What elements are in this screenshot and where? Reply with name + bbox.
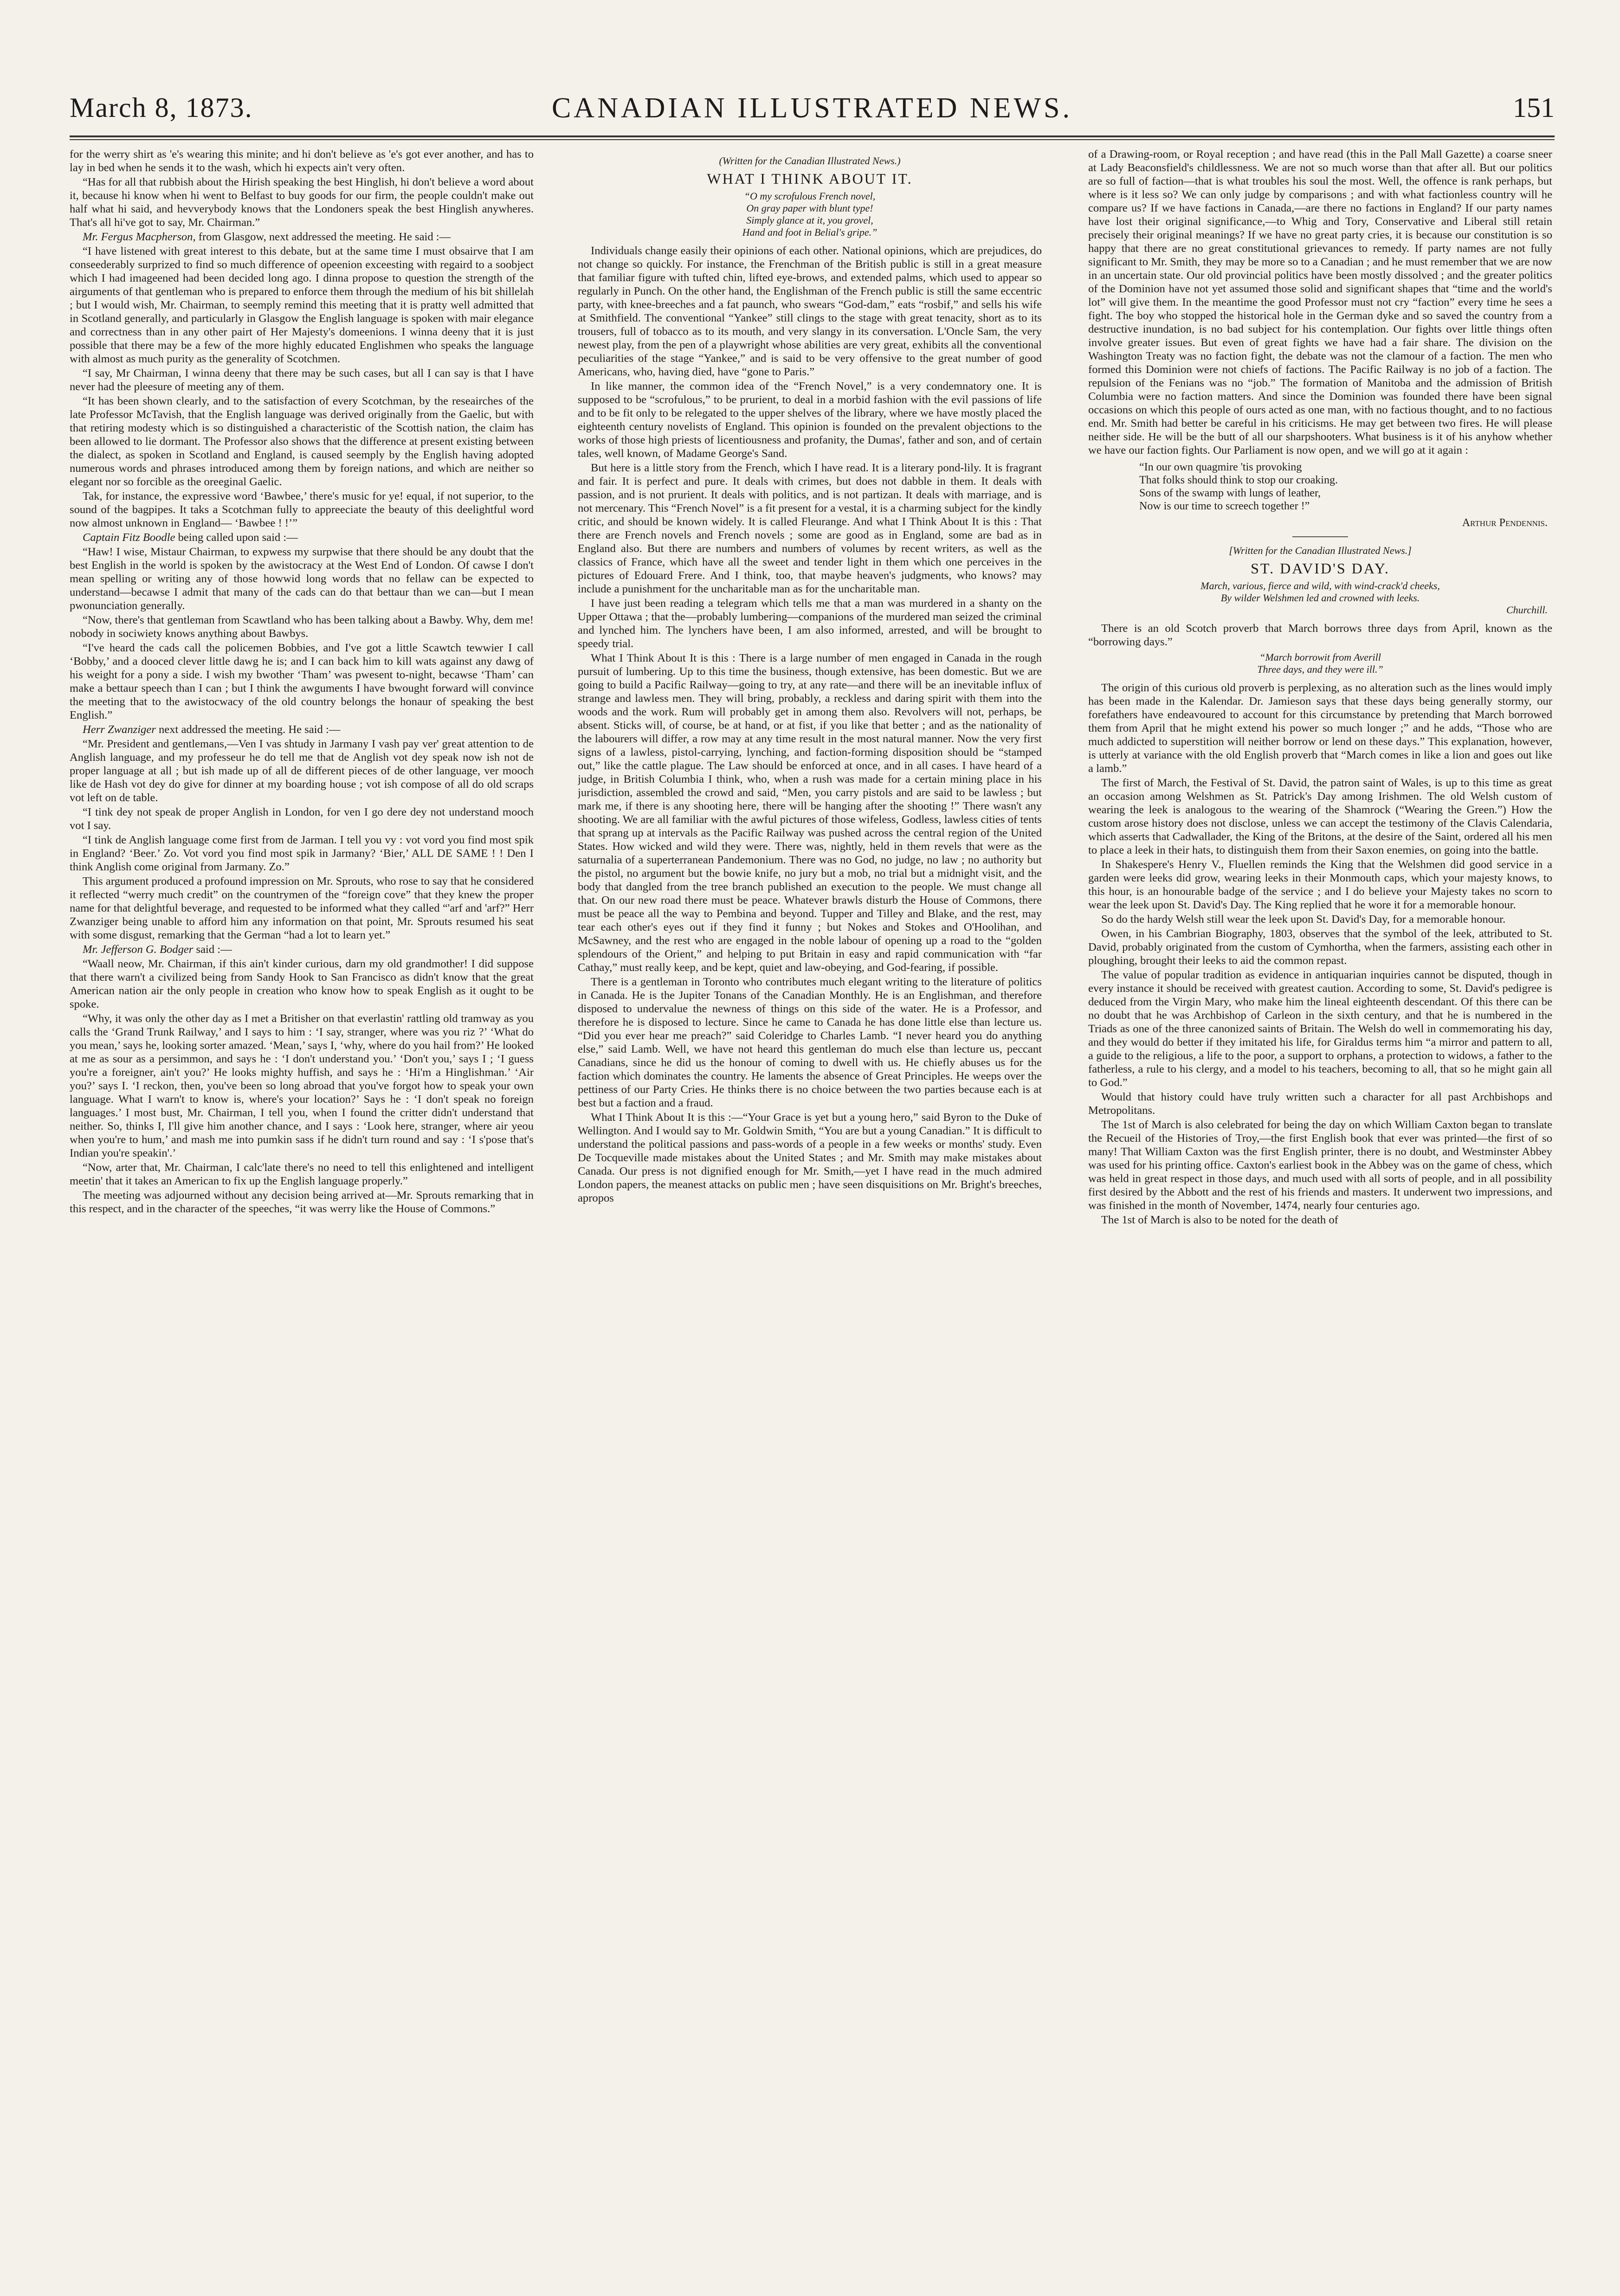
page-header <box>70 84 1555 130</box>
paragraph: “I've heard the cads call the policemen Bobbies, and I've got a little Scawtch tewwier I call ‘Bobby,’ and a dooced clever little dawg he is; and I can back him to kill wats against any dawg of his weight for a pony a side. I wish my bwother ‘Tham’ was pwesent to-night, becawse ‘Tham’ can make a bettaur speech than I can ; but I think the awguments I have bwought forward will convince the meeting that to the awistocwacy of the old country belongs the honaur of speaking the best English.” <box>70 642 534 721</box>
paragraph <box>70 230 534 244</box>
paragraph: for the werry shirt as 'e's wearing this minite; and hi don't believe as 'e's got ever another, and has to lay in bed when he sends it to the wash, which hi expects ain't very often. <box>70 148 534 174</box>
paragraph-text: said :— <box>193 943 232 956</box>
masthead-title: CANADIAN ILLUSTRATED NEWS. <box>551 92 1073 124</box>
epigraph-author: Churchill. <box>1506 604 1548 616</box>
paragraph: Would that history could have truly written such a character for all past Archbishops and Metropolitans. <box>1088 1091 1552 1117</box>
author-signature: Arthur Pendennis. <box>1462 517 1548 529</box>
article-byline: [Written for the Canadian Illustrated News.] <box>1229 545 1412 556</box>
paragraph: Owen, in his Cambrian Biography, 1803, observes that the symbol of the leek, attributed to St. David, probably originated from the custom of Cymhortha, when the farmers, assisting each other in ploughing, brought their leeks to aid the common repast. <box>1088 927 1552 967</box>
verse-line: Simply glance at it, you grovel, <box>746 214 873 226</box>
paragraph: “Now, there's that gentleman from Scawtland who has been talking about a Bawby. Why, dem me! nobody in sociwiety knows anything about Bawbys. <box>70 614 534 640</box>
paragraph: In like manner, the common idea of the “French Novel,” is a very condemnatory one. It is supposed to be “scrofulous,” to be prurient, to deal in a morbid fashion with the evil passions of life and to be fit only to be relegated to the upper shelves of the library, where we have mostly placed the eighteenth century novelists of England. This opinion is founded on the prevalent objections to the works of those high priests of licentiousness and profanity, the Dumas', father and son, and of certain tales, well known, of Madame George's Sand. <box>578 380 1042 460</box>
paragraph: This argument produced a profound impression on Mr. Sprouts, who rose to say that he considered it reflected “werry much credit” on the countrymen of the “foreign cove” that they knew the proper name for that delightful beverage, and requested to be informed what they called “'arf and 'arf?” Herr Zwanziger being unable to afford him any information on that point, Mr. Sprouts resumed his seat with some disgust, remarking that the German “had a lot to learn yet.” <box>70 875 534 941</box>
paragraph <box>70 531 534 544</box>
verse-quote <box>1139 461 1552 513</box>
paragraph: In Shakespere's Henry V., Fluellen reminds the King that the Welshmen did good service in a garden were leeks did grow, wearing leeks in their Monmouth caps, which your majesty knows, to this hour, is an honourable badge of the service ; and I do believe your Majesty takes no scorn to wear the leek upon St. David's Day. The King replied that he wore it for a memorable honour. <box>1088 858 1552 911</box>
speaker-name: Mr. Jefferson G. Bodger <box>83 943 194 956</box>
paragraph: “Mr. President and gentlemans,—Ven I vas shtudy in Jarmany I vash pay ver' great attention to de Anglish language, and my professeur he do tell me that de Anglish vot dey speak now ish not de proper language at all ; but ish made up of all de different pieces of de other language, ver mooch like de Hash vot dey do give for dinner at my boarding house ; vot ish compose of all do old scraps vot left on de table. <box>70 738 534 804</box>
column-3 <box>1088 148 1552 2263</box>
paragraph: “I have listened with great interest to this debate, but at the same time I must obsairve that I am conseederably surprized to find so much difference of opeenion exceesting with regaird to a soobject which I had imageened had been decided long ago. I dinna propose to question the strength of the airguments of that gentleman who is prepared to enforce them through the medium of his bit shillelah ; but I would wish, Mr. Chairman, to seemply remind this meeting that it is pratty well admitted that in Scotland generally, and particularly in Glasgow the English language is spoken with mair elegance and correctness than in any other pairt of Her Majesty's domeenions. I winna deeny that it is just possible that there may be a few of the more highly educated Englishmen who speaks the language with almost as much purity as the generality of Scotchmen. <box>70 245 534 365</box>
paragraph: The 1st of March is also celebrated for being the day on which William Caxton began to translate the Recueil of the Histories of Troy,—the first English book that ever was printed—the first of so many! That William Caxton was the first English printer, there is no doubt, and Westminster Abbey was used for his printing office. Caxton's earliest book in the Abbey was on the game of chess, which was held in great respect in those days, and much used with all sorts of people, and in all possibility first desired by the Abbott and the rest of his friends and masters. It underwent two impressions, and was finished in the month of November, 1474, nearly four centuries ago. <box>1088 1119 1552 1212</box>
article-title: ST. DAVID'S DAY. <box>1251 560 1390 577</box>
verse-line: Sons of the swamp with lungs of leather, <box>1139 487 1321 499</box>
proverb-quote <box>1088 651 1552 675</box>
verse-line: On gray paper with blunt type! <box>746 202 873 214</box>
paragraph: “It has been shown clearly, and to the satisfaction of every Scotchman, by the reseairches of the late Professor McTavish, that the English language was derived originally from the Gaelic, but with that retiring modesty which is so distinguished a characteristic of the Scottish nation, the claim has been allowed to lie dormant. The Professor also shows that the difference at present existing between the dialect, as spoken in Scotland and England, is caused seemply by the English having adopted numerous words and phrases introduced among them by foreign nations, and which are neither so elegant nor so forcible as the oreeginal Gaelic. <box>70 395 534 488</box>
epigraph <box>578 190 1042 238</box>
article-byline: (Written for the Canadian Illustrated News.) <box>719 155 901 167</box>
verse-line: By wilder Welshmen led and crowned with leeks. <box>1220 592 1420 604</box>
paragraph: But here is a little story from the French, which I have read. It is a literary pond-lily. It is fragrant and fair. It is perfect and pure. It deals with crimes, but does not dabble in them. It deals with passion, and is not prurient. It deals with politics, and is not partizan. It deals with marriage, and is not mercenary. This “French Novel” is a fit present for a vestal, it is a charming subject for the kindly critic, and should be known widely. It is called Fleurange. And what I Think About It is this : That there are French novels and French novels ; some are good as in England, some are bad as in England also. But there are numbers and numbers of volumes by recent writers, as well as the classics of France, which have all the sweet and tender light in them which one perceives in the pictures of Edouard Frere. And I think, too, that maybe heaven's judgments, who knows? may include a punishment for the uncharitable man as for the uncharitable man. <box>578 462 1042 595</box>
header-rule <box>70 135 1555 137</box>
paragraph: The origin of this curious old proverb is perplexing, as no alteration such as the lines would imply has been made in the Kalendar. Dr. Jamieson says that these days being generally stormy, our forefathers have endeavoured to account for this circumstance by pretending that March borrowed them from April that he might extend his power so much longer ;” and he adds, “Those who are much addicted to superstition will neither borrow or lend on these days.” This explanation, however, is utterly at variance with the old English proverb that “March comes in like a lion and goes out like a lamb.” <box>1088 682 1552 775</box>
paragraph: “Now, arter that, Mr. Chairman, I calc'late there's no need to tell this enlightened and intelligent meetin' that it takes an American to fix up the English language properly.” <box>70 1161 534 1187</box>
verse-line: “O my scrofulous French novel, <box>744 190 876 202</box>
paragraph: So do the hardy Welsh still wear the leek upon St. David's Day, for a memorable honour. <box>1101 913 1506 926</box>
column-2 <box>578 148 1042 2263</box>
verse-line: March, various, fierce and wild, with wind-crack'd cheeks, <box>1200 580 1440 592</box>
verse-line: Now is our time to screech together !” <box>1139 500 1310 512</box>
paragraph-text: next addressed the meeting. He said :— <box>155 723 341 736</box>
paragraph: Tak, for instance, the expressive word ‘Bawbee,’ there's music for ye! equal, if not superior, to the sound of the bagpipes. It taks a Scotchman fully to appreeciate the beauty of this deelightful word now almost unknown in England— ‘Bawbee ! !’” <box>70 490 534 529</box>
paragraph: “Has for all that rubbish about the Hirish speaking the best Hinglish, hi don't believe a word about it, because hi know when hi went to Belfast to buy goods for our firm, the people couldn't make out half what hi said, and hevverybody knows that the Londoners speak the best Hinglish anywheres. That's all hi've got to say, Mr. Chairman.” <box>70 176 534 229</box>
epigraph <box>1088 580 1552 616</box>
article-title: WHAT I THINK ABOUT IT. <box>707 170 913 187</box>
verse-line: “In our own quagmire 'tis provoking <box>1139 461 1302 473</box>
paragraph: There is an old Scotch proverb that March borrows three days from April, known as the “borrowing days.” <box>1088 622 1552 648</box>
paragraph: What I Think About It is this : There is a large number of men engaged in Canada in the rough pursuit of lumbering. Up to this time the business, though extensive, has been domestic. But we are going to build a Pacific Railway—going to try, at any rate—and there will be an inevitable influx of strange and lawless men. They will bring, probably, a reckless and daring spirit with them into the woods and the work. Rum will probably get in among them also. Revolvers will not, perhaps, be absent. Sticks will, of course, be at hand, or at fist, if you like that better ; and as the nationality of the labourers will differ, a row may at any time result in the most natural manner. Now the very first signs of a lawless, pistol-carrying, lynching, and faction-forming disposition should be “stamped out,” like the cattle plague. The Law should be enforced at once, and in all cases. I have heard of a judge, in British Columbia I think, who, when a rush was made for a certain mining place in his jurisdiction, assembled the crowd and said, “Men, you carry pistols and are said to be lawless ; but mark me, if there is any shooting here, there will be hanging after the shooting !” There wasn't any shooting. We are all familiar with the awful pictures of those wifeless, Godless, lawless cities of tents that sprang up at intervals as the Pacific Railway was pushed across the central region of the United States. How wicked and wild they were. There was, nightly, held in them revels that were as the saturnalia of a superterranean Pandemonium. There was no God, no judge, no law ; no authority but the pistol, no argument but the bowie knife, no jury but a mob, no trial but a midnight visit, and the body that dangled from the tree branch published an execution to the people. We must change all that. On our new road there must be peace. Whatever brawls disturb the House of Commons, there must be peace all the way to Pembina and beyond. Tupper and Tilley and Blake, and the rest, may tear each other's eyes out if they find it funny ; but Nokes and Stokes and O'Hoolihan, and McSawney, and the rest who are engaged in the noble labour of opening up a road to the “golden splendours of the Orient,” and helping to put Britain in easy and rapid communication with “far Cathay,” must really keep, and be kept, quiet and law-obeying, and God-fearing, if possible. <box>578 652 1042 974</box>
paragraph: The meeting was adjourned without any decision being arrived at—Mr. Sprouts remarking that in this respect, and in the character of the speeches, “it was werry like the House of Commons.” <box>70 1189 534 1215</box>
paragraph: What I Think About It is this :—“Your Grace is yet but a young hero,” said Byron to the Duke of Wellington. And I would say to Mr. Goldwin Smith, “You are but a young Canadian.” It is difficult to understand the political passions and pass-words of a people in a few weeks or months' study. Even De Tocqueville made mistakes about the United States ; and Mr. Smith may make mistakes about Canada. Our press is not dignified enough for Mr. Smith,—yet I have read in the much admired London papers, the meanest attacks on public men ; have seen disquisitions on Mr. Bright's breeches, apropos <box>578 1111 1042 1204</box>
verse-line: That folks should think to stop our croaking. <box>1139 474 1338 486</box>
paragraph: I have just been reading a telegram which tells me that a man was murdered in a shanty on the Upper Ottawa ; that the—probably lumbering—companions of the murdered man seized the criminal and lynched him. The lynchers have been, I am also informed, arrested, and will be brought to speedy trial. <box>578 597 1042 650</box>
paragraph: The first of March, the Festival of St. David, the patron saint of Wales, is up to this time as great an occasion among Welshmen as St. Patrick's Day among Irishmen. The old Welsh custom of wearing the leek is analogous to the wearing of the Shamrock (“Wearing the Green.”) How the custom arose history does not disclose, unless we can accept the testimony of the Clavis Calendaria, which asserts that Cadwallader, the King of the Britons, at the desire of the Saint, ordered all his men to place a leek in their hats, to distinguish them from their Saxon enemies, on going into the battle. <box>1088 777 1552 856</box>
paragraph: “I say, Mr Chairman, I winna deeny that there may be such cases, but all I can say is that I have never had the pleesure of meeting any of them. <box>70 367 534 393</box>
paragraph: There is a gentleman in Toronto who contributes much elegant writing to the literature of politics in Canada. He is the Jupiter Tonans of the Canadian Monthly. He is an Englishman, and therefore disposed to undervalue the newness of things on this side of the water. He is a Professor, and therefore he is disposed to lecture. Since he came to Canada he has done little else than lecture us. “Did you ever hear me preach?” said Coleridge to Charles Lamb. “I never heard you do anything else,” said Lamb. Well, we have not heard this gentleman do much else than lecture us, peccant Canadians, since he did us the honour of coming to dwell with us. He chiefly abuses us for the faction which dominates the country. He laments the absence of Great Principles. He weeps over the pettiness of our Party Cries. He thinks there is no choice between the two parties because each is at best but a faction and a fraud. <box>578 976 1042 1109</box>
paragraph <box>70 723 534 736</box>
paragraph: “Why, it was only the other day as I met a Britisher on that everlastin' rattling old tramway as you calls the ‘Grand Trunk Railway,’ and I says to him : ‘I say, stranger, where was you riz ?’ ‘What do you mean,’ says he, looking sorter amazed. ‘Mean,’ says I, ‘why, where do you hail from?’ He looked at me as sour as a persimmon, and says he : ‘I don't understand you.’ ‘Don't you,’ says I ; ‘I guess you're a foreigner, ain't you?’ He looks mighty huffish, and says he : ‘Hi'm a Hinglishman.’ ‘Air you?’ says I. ‘I reckon, then, you've been so long abroad that you've forgot how to speak your own language. What I warn't to know is, where's your location?’ Says he : ‘I don't speak no foreign languages.’ I most bust, Mr. Chairman, I tell you, when I found the critter didn't understand that neither. So, thinks I, I'll give him another chance, and I says : ‘Look here, stranger, where air yeou when you're to hum,’ and mash me into pumkin sass if he didn't turn round and say : ‘I s'pose that's Indian you're speakin'.’ <box>70 1012 534 1159</box>
paragraph: The value of popular tradition as evidence in antiquarian inquiries cannot be disputed, though in every instance it should be received with greatest caution. According to some, St. David's pedigree is deduced from the Virgin Mary, who make him the lineal eighteenth descendant. Of this there can be no doubt that he was Archbishop of Carleon in the sixth century, and that he is numbered in the Triads as one of the three canonized saints of Britain. The Welsh do well in commemorating his day, and they would do better if they imitated his life, for Giraldus terms him “a mirror and pattern to all, a guide to the religious, a life to the poor, a support to orphans, a protection to widows, a father to the fatherless, a rule to his clergy, and a model to his teachers, becoming to all, that so he might gain all to God.” <box>1088 969 1552 1089</box>
verse-line: Three days, and they were ill.” <box>1257 663 1383 675</box>
paragraph-text: from Glasgow, next addressed the meeting. He said :— <box>195 231 451 243</box>
paragraph: “Waall neow, Mr. Chairman, if this ain't kinder curious, darn my old grandmother! I did suppose that there warn't a civilized being from Sandy Hook to San Francisco as didn't know that the great American nation air the only people in creation who know how to speak English as it ought to be spoke. <box>70 958 534 1010</box>
speaker-name: Captain Fitz Boodle <box>83 531 175 544</box>
section-divider <box>1292 536 1348 537</box>
page-number: 151 <box>1513 92 1555 123</box>
header-rule-thin <box>70 139 1555 140</box>
paragraph <box>70 943 534 956</box>
paragraph: “Haw! I wise, Mistaur Chairman, to expwess my surpwise that there should be any doubt that the best English in the world is spoken by the awistocracy at the West End of London. Of cawse I don't mean spelling or writing any of those howwid long words that no fellaw can be expected to understand—becawse I admit that many of the cads can do that bettaur than we can—but I mean pwonunciation generally. <box>70 546 534 612</box>
column-1 <box>70 148 534 2263</box>
paragraph: “I tink dey not speak de proper Anglish in London, for ven I go dere dey not understand mooch vot I say. <box>70 806 534 832</box>
verse-line: “March borrowit from Averill <box>1259 651 1381 663</box>
verse-line: Hand and foot in Belial's gripe.” <box>742 226 878 238</box>
paragraph: Individuals change easily their opinions of each other. National opinions, which are prejudices, do not change so quickly. For instance, the Frenchman of the British public is still in a great measure that familiar figure with tufted chin, lifted eye-brows, and extended palms, which used to appear so regularly in Punch. On the other hand, the Englishman of the French public is still the same eccentric party, with knee-breeches and a fat paunch, who swears “God-dam,” eats “rosbif,” and sells his wife at Smithfield. The conventional “Yankee” still clings to the stage with great tenacity, short as to its trousers, full of tobacco as to its mouth, and very slangy in its conversation. L'Oncle Sam, the very newest play, from the pen of a playwright whose abilities are very great, exhibits all the conventional peculiarities of the stage “Yankee,” and is said to be very offensive to the great number of good Americans, who, having died, have “gone to Paris.” <box>578 244 1042 378</box>
paragraph: “I tink de Anglish language come first from de Jarman. I tell you vy : vot vord you find most spik in England? ‘Beer.’ Zo. Vot vord you find most spik in Jarmany? ‘Bier,’ ALL DE SAME ! ! Den I think Anglish come original from Jarmany. Zo.” <box>70 834 534 873</box>
speaker-name: Mr. Fergus Macpherson, <box>83 231 196 243</box>
issue-date: March 8, 1873. <box>70 92 253 123</box>
speaker-name: Herr Zwanziger <box>83 723 156 736</box>
paragraph-text: being called upon said :— <box>175 531 298 544</box>
paragraph: of a Drawing-room, or Royal reception ; and have read (this in the Pall Mall Gazette) a coarse sneer at Lady Beaconsfield's childlessness. We are not so much worse than that after all. But our politics are so full of faction—that is what troubles his soul the most. Well, the offence is rank perhaps, but where is it less so? We can only judge by comparisons ; and with what factionless country will he compare us? If we have factions in Canada,—are there no factions in England? If our party names have lost their original significance,—to Whig and Tory, Conservative and Liberal still retain precisely their original meanings? If we have no great party cries, it is because our constitution is so happy that there are no great constitutional grievances to remedy. If party names are not fully significant to Mr. Smith, they may be more so to a Canadian ; and he must remember that we are now in an uncertain state. Our old provincial politics have been mostly dissolved ; and the greater politics of the Dominion have not yet assumed those solid and significant shapes that “time and the world's lot” will give them. In the meantime the good Professor must not cry “faction” every time he sees a fight. The boy who stopped the historical hole in the German dyke and so saved the country from a destructive inundation, is no bad subject for his contemplation. Our fights over little things often involve greater issues. But even of great fights we have had a fair share. The division on the Washington Treaty was no faction fight, the debate was not the clamour of a faction. The men who formed this Dominion were not chiefs of factions. The Pacific Railway is no job of a faction. The repulsion of the Fenians was no “job.” The formation of Manitoba and the admission of British Columbia were no faction matters. And since the Dominion was founded there have been signal occasions on which this people of ours acted as one man, with no factious thought, and to no factious end. Mr. Smith had better be careful in his criticisms. He may get between two fires. He will please neither side. He will be the butt of all our sharpshooters. What business is it of his anyhow whether we have our faction fights. Our Parliament is now open, and we will go at it again : <box>1088 148 1552 457</box>
paragraph: The 1st of March is also to be noted for the death of <box>1101 1214 1338 1226</box>
